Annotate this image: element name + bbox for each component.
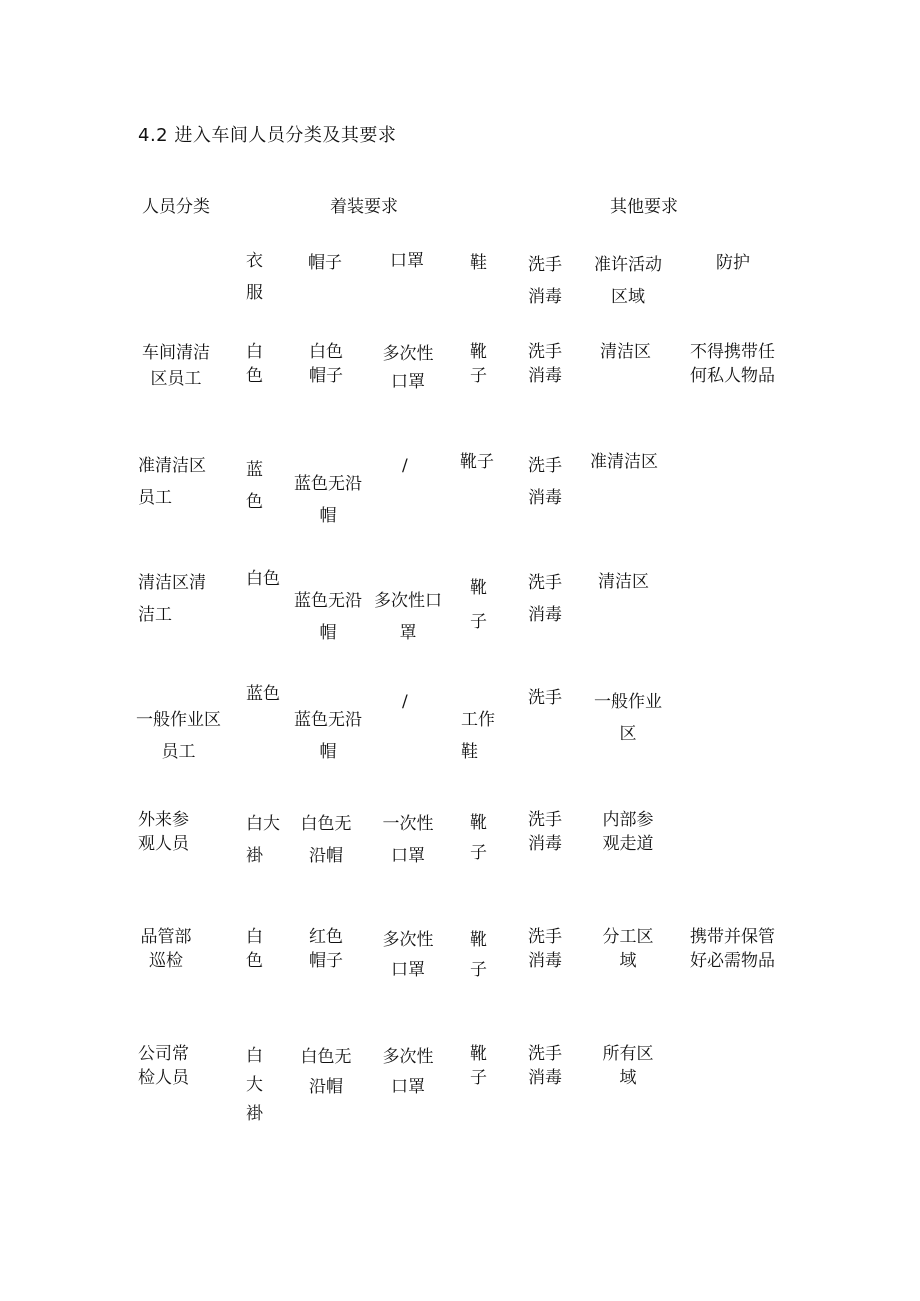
header-category: 人员分类 [142, 197, 210, 217]
row7-mask: 多次性口罩 [382, 1047, 434, 1097]
section-title: 4.2 进入车间人员分类及其要求 [138, 125, 397, 146]
row2-wash: 洗手消毒 [528, 456, 562, 508]
row4-hat: 蓝色无沿帽 [294, 710, 362, 762]
row6-area: 分工区域 [602, 927, 654, 971]
row1-shoes: 靴子 [470, 342, 487, 386]
row3-mask: 多次性口罩 [374, 591, 442, 643]
row1-wash: 洗手消毒 [528, 342, 562, 386]
row7-area: 所有区域 [602, 1044, 654, 1088]
row3-category: 清洁区清洁工 [138, 573, 206, 625]
subheader-hat: 帽子 [308, 253, 342, 273]
row7-wash: 洗手消毒 [528, 1044, 562, 1088]
row5-shoes: 靴子 [470, 813, 487, 863]
row3-wash: 洗手消毒 [528, 573, 562, 625]
row5-hat: 白色无沿帽 [300, 814, 352, 866]
row4-category: 一般作业区员工 [136, 710, 221, 762]
subheader-wash: 洗手消毒 [528, 255, 562, 307]
row6-shoes: 靴子 [470, 930, 487, 980]
row1-protect: 不得携带任何私人物品 [690, 342, 775, 386]
row7-clothes: 白大褂 [246, 1046, 263, 1124]
header-dress: 着装要求 [330, 197, 398, 217]
row5-area: 内部参观走道 [602, 810, 654, 854]
subheader-protect: 防护 [716, 253, 750, 273]
row3-area: 清洁区 [598, 572, 649, 592]
row7-shoes: 靴子 [470, 1044, 487, 1088]
row1-hat: 白色帽子 [309, 342, 343, 386]
row1-clothes: 白色 [246, 342, 263, 386]
row6-protect: 携带并保管好必需物品 [690, 927, 775, 971]
subheader-mask: 口罩 [390, 251, 424, 271]
row6-category: 品管部巡检 [140, 927, 192, 971]
row6-mask: 多次性口罩 [382, 930, 434, 980]
row3-hat: 蓝色无沿帽 [294, 591, 362, 643]
row4-mask: / [402, 692, 408, 712]
row1-category: 车间清洁区员工 [142, 343, 210, 389]
row6-wash: 洗手消毒 [528, 927, 562, 971]
row5-mask: 一次性口罩 [382, 814, 434, 866]
row7-hat: 白色无沿帽 [300, 1047, 352, 1097]
row2-shoes: 靴子 [460, 452, 494, 472]
row4-area: 一般作业区 [594, 692, 662, 744]
row1-area: 清洁区 [600, 342, 651, 362]
row2-hat: 蓝色无沿帽 [294, 474, 362, 526]
row7-category: 公司常检人员 [138, 1044, 189, 1088]
row1-mask: 多次性口罩 [382, 344, 434, 392]
row3-clothes: 白色 [246, 569, 280, 589]
row4-wash: 洗手 [528, 688, 562, 708]
row4-clothes: 蓝色 [246, 684, 280, 704]
row6-clothes: 白色 [246, 927, 263, 971]
row2-area: 准清洁区 [590, 452, 658, 472]
row4-shoes: 工作鞋 [461, 710, 495, 762]
row2-category: 准清洁区员工 [138, 456, 206, 508]
row6-hat: 红色帽子 [309, 927, 343, 971]
row2-mask: / [402, 456, 408, 476]
subheader-clothes: 衣服 [246, 251, 263, 303]
row5-wash: 洗手消毒 [528, 810, 562, 854]
row3-shoes: 靴子 [470, 578, 487, 632]
header-other: 其他要求 [610, 197, 678, 217]
row2-clothes: 蓝色 [246, 460, 263, 512]
row5-category: 外来参观人员 [138, 810, 189, 854]
row5-clothes: 白大褂 [246, 814, 280, 866]
subheader-shoes: 鞋 [470, 253, 487, 273]
subheader-area: 准许活动区域 [594, 255, 662, 307]
